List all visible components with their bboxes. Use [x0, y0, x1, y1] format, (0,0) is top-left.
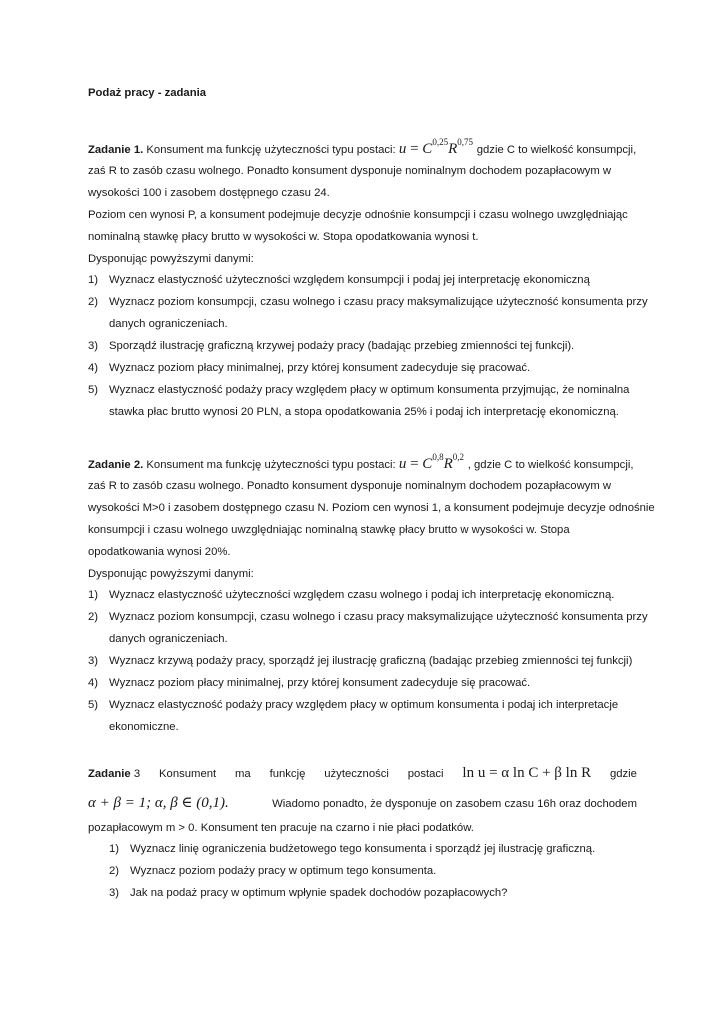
- task2-line2: zaś R to zasób czasu wolnego. Ponadto konsument dysponuje nominalnym dochodem pozapłacowym w: [88, 480, 612, 492]
- task1-item-3: 3) Sporządź ilustrację graficzną krzywej podaży pracy (badając przebieg zmienności tej funkcji).: [88, 340, 575, 352]
- task2-item-5: 5) Wyznacz elastyczność podaży pracy względem płacy w optimum konsumenta i podaj ich interpretacje: [88, 699, 619, 711]
- task2-line4: konsumpcji i czasu wolnego uwzględniając nominalną stawkę płacy brutto w wysokości w. Stopa: [88, 524, 570, 536]
- task2-item-1: 1) Wyznacz elastyczność użyteczności względem czasu wolnego i podaj ich interpretację ekonomiczną.: [88, 589, 615, 601]
- task1-intro-a: Konsument ma funkcję użyteczności typu postaci:: [146, 144, 396, 156]
- task2-formula: $u = C^{0,8}R^{0,2}$: [398, 452, 464, 472]
- task2-line6: Dysponując powyższymi danymi:: [88, 568, 254, 580]
- task3-word-6: gdzie: [609, 768, 637, 780]
- task1-line6: Dysponując powyższymi danymi:: [88, 253, 254, 265]
- task3-line3: pozapłacowym m > 0. Konsument ten pracuje na czarno i nie płaci podatków.: [88, 822, 474, 834]
- task3-item-1: 1) Wyznacz linię ograniczenia budżetowego tego konsumenta i sporządź jej ilustrację graficzną.: [109, 843, 596, 855]
- task1-line4: Poziom cen wynosi P, a konsument podejmuje decyzje odnośnie konsumpcji i czasu wolnego uwzględniając: [88, 209, 628, 221]
- task3-word-5: postaci: [407, 768, 444, 780]
- task2-item-4: 4) Wyznacz poziom płacy minimalnej, przy której konsument zadecyduje się pracować.: [88, 677, 531, 689]
- task2-item-2-cont: danych ograniczeniach.: [109, 633, 228, 645]
- task3-intro: [88, 765, 637, 782]
- task1-item-5-cont: stawka płac brutto wynosi 20 PLN, a stopa opodatkowania 25% i podaj ich interpretację ekonomiczną.: [109, 406, 619, 418]
- task1-item-4: 4) Wyznacz poziom płacy minimalnej, przy której konsument zadecyduje się pracować.: [88, 362, 531, 374]
- task2-line5: opodatkowania wynosi 20%.: [88, 546, 231, 558]
- task3-word-2: ma: [235, 768, 251, 780]
- task3-word-3: funkcję: [269, 768, 306, 780]
- task1-item-1: 1) Wyznacz elastyczność użyteczności względem konsumpcji i podaj jej interpretację ekonomiczną: [88, 274, 590, 286]
- task1-formula: $u = C^{0,25}R^{0,75}$: [398, 137, 473, 157]
- task2-intro: [88, 452, 634, 472]
- task3-formula-2: α + β = 1; α, β ∈ (0,1).: [88, 795, 229, 811]
- task3-label: Zadanie 3: [88, 768, 141, 780]
- task1-item-5: 5) Wyznacz elastyczność podaży pracy względem płacy w optimum konsumenta przyjmując, że nominalna: [88, 384, 630, 396]
- task2-item-2: 2) Wyznacz poziom konsumpcji, czasu wolnego i czasu pracy maksymalizujące użyteczność konsumenta przy: [88, 611, 648, 623]
- task2-item-3: 3) Wyznacz krzywą podaży pracy, sporządź jej ilustrację graficzną (badając przebieg zmienności tej funkcji): [88, 655, 633, 667]
- task2-intro-a: Konsument ma funkcję użyteczności typu postaci:: [146, 459, 396, 471]
- task3-line2-text: Wiadomo ponadto, że dysponuje on zasobem czasu 16h oraz dochodem: [272, 798, 637, 810]
- task1-intro: [88, 137, 636, 157]
- task2-label: Zadanie 2.: [88, 459, 144, 471]
- task3-formula-1: ln u = α ln C + β ln R: [462, 765, 592, 781]
- task3-word-1: Konsument: [159, 768, 217, 780]
- task2-line3: wysokości M>0 i zasobem dostępnego czasu N. Poziom cen wynosi 1, a konsument podejmuje decyzje odnośnie: [88, 502, 655, 514]
- task1-line2: zaś R to zasób czasu wolnego. Ponadto konsument dysponuje nominalnym dochodem pozapłacowym w: [88, 165, 612, 177]
- task2-item-5-cont: ekonomiczne.: [109, 721, 179, 733]
- task1-line5: nominalną stawkę płacy brutto w wysokości w. Stopa opodatkowania wynosi t.: [88, 231, 479, 243]
- task3-word-4: użyteczności: [324, 768, 389, 780]
- task3-item-2: 2) Wyznacz poziom podaży pracy w optimum tego konsumenta.: [109, 865, 437, 877]
- task2-intro-b: , gdzie C to wielkość konsumpcji,: [467, 459, 634, 471]
- task1-line3: wysokości 100 i zasobem dostępnego czasu 24.: [88, 187, 330, 199]
- task1-label: Zadanie 1.: [88, 144, 144, 156]
- page-title: Podaż pracy - zadania: [88, 87, 207, 99]
- task1-item-2-cont: danych ograniczeniach.: [109, 318, 228, 330]
- task1-intro-b: gdzie C to wielkość konsumpcji,: [476, 144, 637, 156]
- task3-item-3: 3) Jak na podaż pracy w optimum wpłynie spadek dochodów pozapłacowych?: [109, 887, 508, 899]
- task3-line2: [88, 793, 637, 812]
- task1-item-2: 2) Wyznacz poziom konsumpcji, czasu wolnego i czasu pracy maksymalizujące użyteczność konsumenta przy: [88, 296, 648, 308]
